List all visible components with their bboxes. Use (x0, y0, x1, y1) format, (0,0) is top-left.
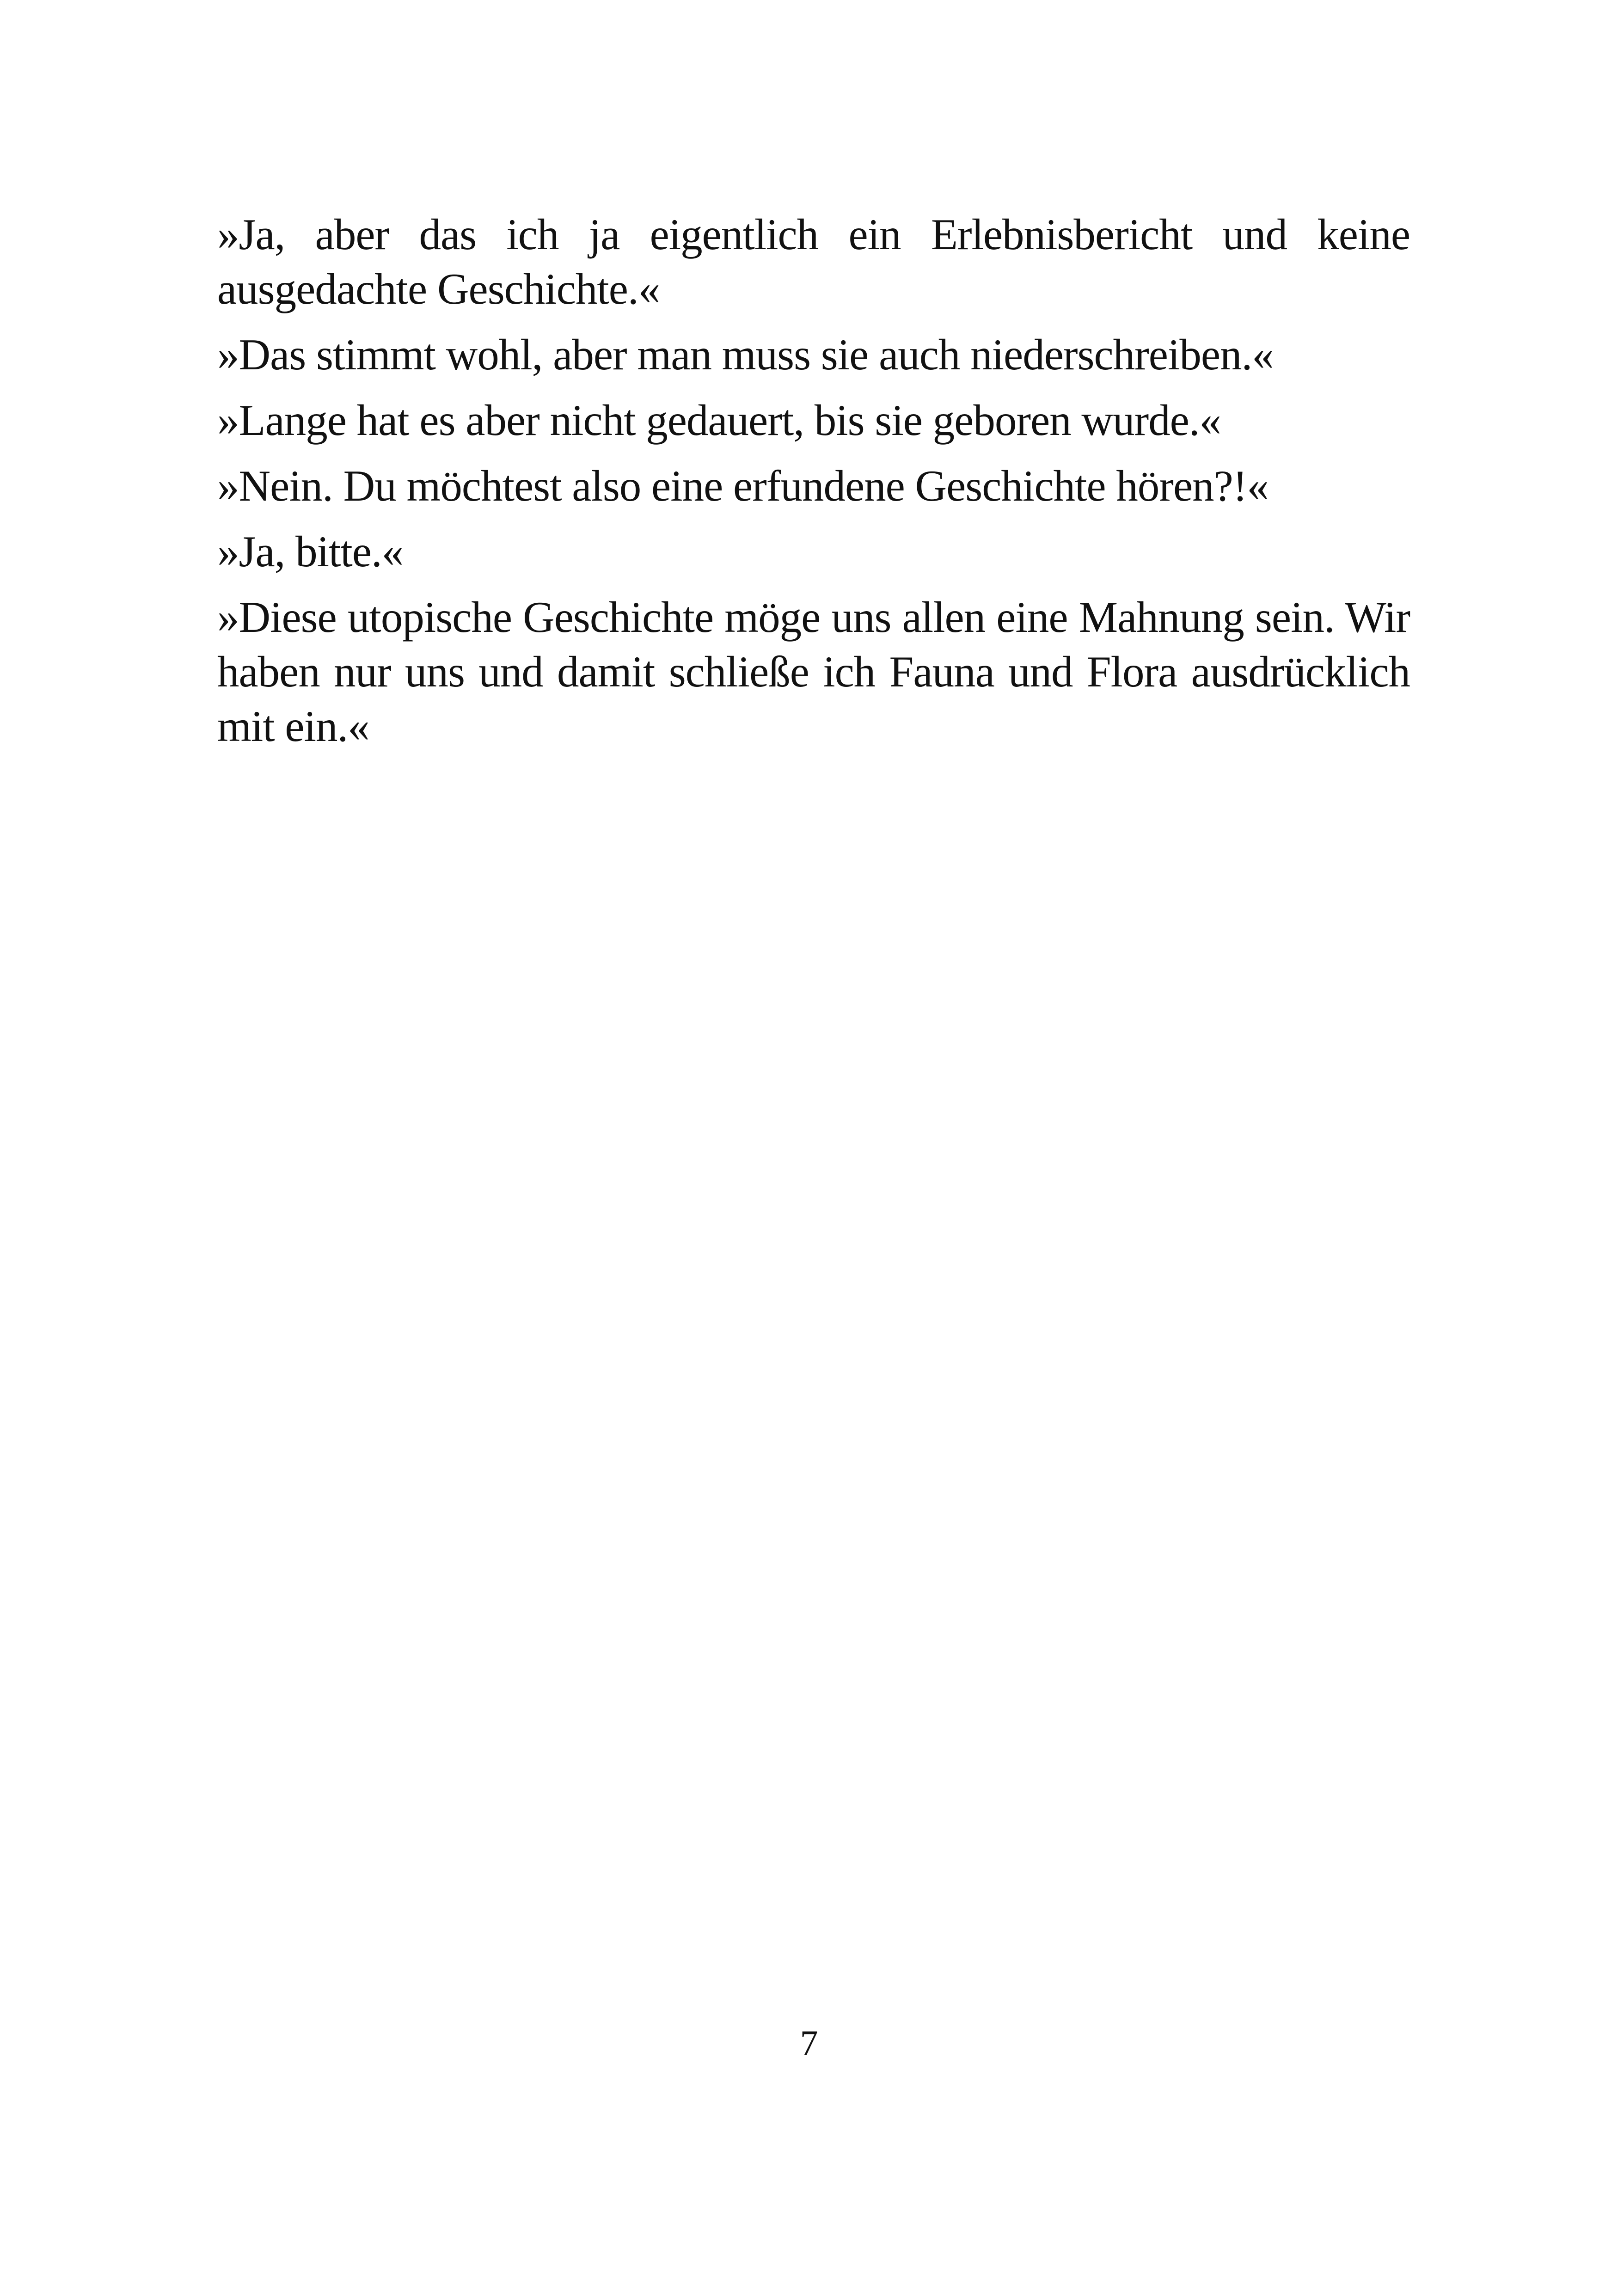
paragraph: »Das stimmt wohl, aber man muss sie auch niederschreiben.« (217, 330, 1274, 379)
paragraph: »Ja, aber das ich ja eigentlich ein Erlebnisbericht und keine ausgedachte Geschichte.« (217, 210, 1410, 313)
paragraph: »Diese utopische Geschichte möge uns allen eine Mahnung sein. Wir haben nur uns und damit schließe ich Fauna und Flora ausdrücklich mit ein.« (217, 593, 1410, 751)
body-text (217, 207, 1410, 765)
page-number: 7 (800, 2023, 818, 2063)
paragraph: »Ja, bitte.« (217, 527, 404, 576)
paragraph: »Lange hat es aber nicht gedauert, bis sie geboren wurde.« (217, 396, 1221, 445)
paragraph: »Nein. Du möchtest also eine erfundene Geschichte hören?!« (217, 461, 1269, 510)
